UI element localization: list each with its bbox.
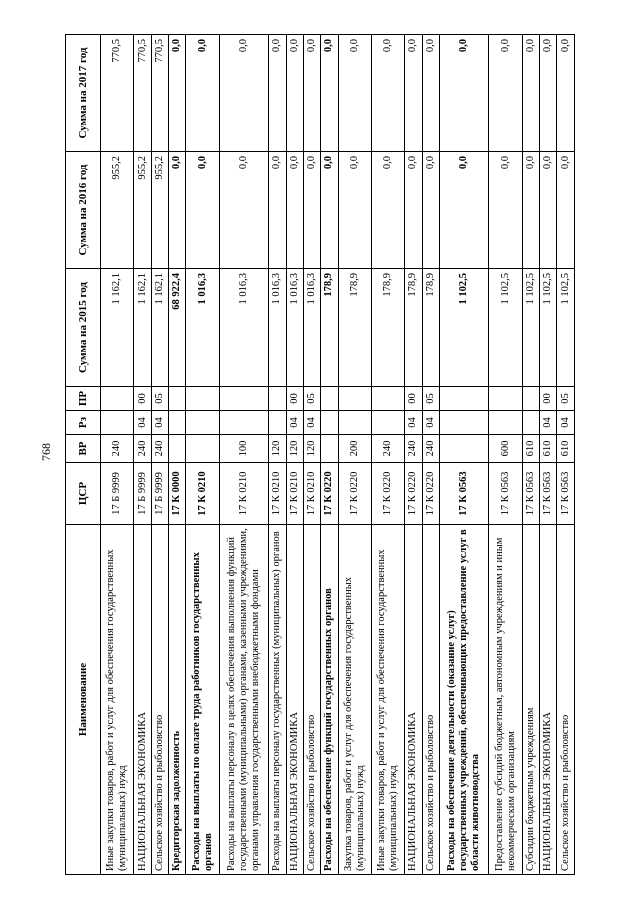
row-sum-2016-cell: 0,0 bbox=[522, 152, 539, 269]
row-sum-2016-cell: 0,0 bbox=[269, 152, 286, 269]
row-sum-2017-cell: 0,0 bbox=[405, 35, 422, 152]
row-rz-cell bbox=[522, 411, 539, 435]
row-rz-cell: 04 bbox=[286, 411, 303, 435]
row-csr-cell: 17 К 0563 bbox=[439, 463, 488, 525]
row-pr-cell: 00 bbox=[540, 387, 557, 411]
row-rz-cell bbox=[321, 411, 338, 435]
table-row bbox=[439, 35, 488, 875]
row-sum-2016-cell: 0,0 bbox=[489, 152, 522, 269]
row-sum-2016-cell: 0,0 bbox=[557, 152, 575, 269]
row-sum-2017-cell: 0,0 bbox=[269, 35, 286, 152]
row-vr-cell: 120 bbox=[303, 435, 320, 463]
row-csr-cell: 17 К 0220 bbox=[321, 463, 338, 525]
header-sum-2016: Сумма на 2016 год bbox=[66, 152, 101, 269]
row-sum-2017-cell: 770,5 bbox=[151, 35, 168, 152]
row-vr-cell: 240 bbox=[371, 435, 404, 463]
row-csr-cell: 17 К 0563 bbox=[489, 463, 522, 525]
row-pr-cell: 00 bbox=[134, 387, 151, 411]
row-sum-2016-cell: 955,2 bbox=[151, 152, 168, 269]
table-row bbox=[269, 35, 286, 875]
row-vr-cell: 120 bbox=[269, 435, 286, 463]
table-row bbox=[489, 35, 522, 875]
row-csr-cell: 17 К 0220 bbox=[422, 463, 439, 525]
row-sum-2015-cell: 1 102,5 bbox=[557, 269, 575, 387]
row-sum-2015-cell: 178,9 bbox=[405, 269, 422, 387]
row-sum-2015-cell: 68 922,4 bbox=[169, 269, 186, 387]
row-csr-cell: 17 Б 9999 bbox=[134, 463, 151, 525]
row-rz-cell: 04 bbox=[134, 411, 151, 435]
row-name-cell: Расходы на выплаты персоналу в целях обеспечения выполнения функций государственными (муниципальными) органами, казенными учреждениями, органами управления государственными внебюджетными фондами bbox=[219, 525, 268, 875]
row-vr-cell: 610 bbox=[557, 435, 575, 463]
row-sum-2017-cell: 0,0 bbox=[169, 35, 186, 152]
row-name-cell: Сельское хозяйство и рыболовство bbox=[303, 525, 320, 875]
table-row bbox=[219, 35, 268, 875]
row-vr-cell bbox=[321, 435, 338, 463]
table-header-row bbox=[66, 35, 101, 875]
row-name-cell: НАЦИОНАЛЬНАЯ ЭКОНОМИКА bbox=[286, 525, 303, 875]
row-name-cell: Кредиторская задолженность bbox=[169, 525, 186, 875]
header-csr: ЦСР bbox=[66, 463, 101, 525]
page-number: 768 bbox=[39, 443, 53, 461]
table-row bbox=[169, 35, 186, 875]
row-rz-cell bbox=[338, 411, 371, 435]
row-csr-cell: 17 Б 9999 bbox=[151, 463, 168, 525]
row-pr-cell bbox=[269, 387, 286, 411]
row-csr-cell: 17 К 0220 bbox=[338, 463, 371, 525]
row-csr-cell: 17 К 0000 bbox=[169, 463, 186, 525]
row-sum-2017-cell: 0,0 bbox=[186, 35, 219, 152]
row-vr-cell: 120 bbox=[286, 435, 303, 463]
row-sum-2016-cell: 0,0 bbox=[540, 152, 557, 269]
row-name-cell: Сельское хозяйство и рыболовство bbox=[151, 525, 168, 875]
row-sum-2016-cell: 0,0 bbox=[321, 152, 338, 269]
row-rz-cell: 04 bbox=[303, 411, 320, 435]
row-sum-2017-cell: 0,0 bbox=[338, 35, 371, 152]
row-sum-2016-cell: 0,0 bbox=[219, 152, 268, 269]
header-sum-2015: Сумма на 2015 год bbox=[66, 269, 101, 387]
row-vr-cell bbox=[186, 435, 219, 463]
row-sum-2015-cell: 1 162,1 bbox=[134, 269, 151, 387]
row-name-cell: Закупка товаров, работ и услуг для обеспечения государственных (муниципальных) нужд bbox=[338, 525, 371, 875]
row-sum-2017-cell: 0,0 bbox=[303, 35, 320, 152]
table-row bbox=[134, 35, 151, 875]
row-csr-cell: 17 К 0210 bbox=[269, 463, 286, 525]
row-name-cell: Сельское хозяйство и рыболовство bbox=[422, 525, 439, 875]
row-vr-cell: 240 bbox=[405, 435, 422, 463]
budget-table bbox=[65, 34, 575, 875]
row-rz-cell bbox=[439, 411, 488, 435]
row-sum-2016-cell: 0,0 bbox=[186, 152, 219, 269]
row-pr-cell: 00 bbox=[405, 387, 422, 411]
row-sum-2016-cell: 0,0 bbox=[286, 152, 303, 269]
table-row bbox=[186, 35, 219, 875]
row-sum-2016-cell: 955,2 bbox=[101, 152, 134, 269]
row-name-cell: Иные закупки товаров, работ и услуг для обеспечения государственных (муниципальных) нужд bbox=[101, 525, 134, 875]
row-sum-2015-cell: 1 102,5 bbox=[489, 269, 522, 387]
row-name-cell: НАЦИОНАЛЬНАЯ ЭКОНОМИКА bbox=[540, 525, 557, 875]
row-pr-cell bbox=[321, 387, 338, 411]
row-csr-cell: 17 К 0563 bbox=[522, 463, 539, 525]
row-vr-cell: 240 bbox=[151, 435, 168, 463]
row-sum-2015-cell: 178,9 bbox=[321, 269, 338, 387]
row-rz-cell bbox=[269, 411, 286, 435]
row-sum-2015-cell: 178,9 bbox=[422, 269, 439, 387]
row-pr-cell: 05 bbox=[303, 387, 320, 411]
row-sum-2015-cell: 178,9 bbox=[371, 269, 404, 387]
row-vr-cell: 610 bbox=[522, 435, 539, 463]
row-pr-cell bbox=[338, 387, 371, 411]
row-sum-2015-cell: 1 016,3 bbox=[219, 269, 268, 387]
row-name-cell: НАЦИОНАЛЬНАЯ ЭКОНОМИКА bbox=[134, 525, 151, 875]
row-sum-2017-cell: 0,0 bbox=[489, 35, 522, 152]
row-pr-cell bbox=[219, 387, 268, 411]
row-sum-2015-cell: 178,9 bbox=[338, 269, 371, 387]
row-csr-cell: 17 К 0563 bbox=[540, 463, 557, 525]
row-vr-cell bbox=[169, 435, 186, 463]
table-row bbox=[522, 35, 539, 875]
row-sum-2015-cell: 1 102,5 bbox=[522, 269, 539, 387]
row-vr-cell: 200 bbox=[338, 435, 371, 463]
row-sum-2015-cell: 1 162,1 bbox=[101, 269, 134, 387]
header-name: Наименование bbox=[66, 525, 101, 875]
header-sum-2017: Сумма на 2017 год bbox=[66, 35, 101, 152]
row-sum-2017-cell: 0,0 bbox=[439, 35, 488, 152]
row-sum-2017-cell: 0,0 bbox=[321, 35, 338, 152]
row-csr-cell: 17 К 0220 bbox=[371, 463, 404, 525]
row-sum-2017-cell: 770,5 bbox=[134, 35, 151, 152]
row-vr-cell: 100 bbox=[219, 435, 268, 463]
row-sum-2015-cell: 1 102,5 bbox=[540, 269, 557, 387]
row-sum-2016-cell: 0,0 bbox=[439, 152, 488, 269]
row-vr-cell: 610 bbox=[540, 435, 557, 463]
row-sum-2015-cell: 1 016,3 bbox=[303, 269, 320, 387]
rotated-table-wrapper bbox=[65, 35, 575, 875]
table-row bbox=[321, 35, 338, 875]
row-sum-2016-cell: 0,0 bbox=[303, 152, 320, 269]
row-csr-cell: 17 К 0220 bbox=[405, 463, 422, 525]
row-csr-cell: 17 К 0210 bbox=[303, 463, 320, 525]
row-sum-2016-cell: 0,0 bbox=[422, 152, 439, 269]
row-csr-cell: 17 К 0210 bbox=[286, 463, 303, 525]
table-row bbox=[101, 35, 134, 875]
row-sum-2017-cell: 770,5 bbox=[101, 35, 134, 152]
row-pr-cell bbox=[522, 387, 539, 411]
row-csr-cell: 17 К 0210 bbox=[186, 463, 219, 525]
row-rz-cell bbox=[489, 411, 522, 435]
row-pr-cell bbox=[169, 387, 186, 411]
table-row bbox=[338, 35, 371, 875]
header-vr: ВР bbox=[66, 435, 101, 463]
row-pr-cell bbox=[371, 387, 404, 411]
row-sum-2017-cell: 0,0 bbox=[219, 35, 268, 152]
row-name-cell: Субсидии бюджетным учреждениям bbox=[522, 525, 539, 875]
row-csr-cell: 17 Б 9999 bbox=[101, 463, 134, 525]
row-pr-cell bbox=[101, 387, 134, 411]
row-rz-cell bbox=[219, 411, 268, 435]
table-row bbox=[557, 35, 575, 875]
row-sum-2015-cell: 1 016,3 bbox=[269, 269, 286, 387]
table-row bbox=[371, 35, 404, 875]
row-sum-2017-cell: 0,0 bbox=[286, 35, 303, 152]
row-sum-2015-cell: 1 016,3 bbox=[286, 269, 303, 387]
row-sum-2017-cell: 0,0 bbox=[371, 35, 404, 152]
row-vr-cell: 240 bbox=[134, 435, 151, 463]
row-rz-cell bbox=[371, 411, 404, 435]
row-rz-cell: 04 bbox=[540, 411, 557, 435]
row-name-cell: Расходы на обеспечение функций государственных органов bbox=[321, 525, 338, 875]
row-sum-2016-cell: 0,0 bbox=[338, 152, 371, 269]
row-pr-cell bbox=[186, 387, 219, 411]
row-pr-cell bbox=[439, 387, 488, 411]
table-row bbox=[540, 35, 557, 875]
header-pr: ПР bbox=[66, 387, 101, 411]
row-rz-cell: 04 bbox=[422, 411, 439, 435]
table-row bbox=[405, 35, 422, 875]
row-rz-cell bbox=[169, 411, 186, 435]
row-sum-2017-cell: 0,0 bbox=[522, 35, 539, 152]
row-sum-2016-cell: 0,0 bbox=[371, 152, 404, 269]
row-vr-cell bbox=[439, 435, 488, 463]
row-vr-cell: 240 bbox=[422, 435, 439, 463]
row-pr-cell bbox=[489, 387, 522, 411]
table-row bbox=[303, 35, 320, 875]
row-sum-2015-cell: 1 102,5 bbox=[439, 269, 488, 387]
row-sum-2017-cell: 0,0 bbox=[540, 35, 557, 152]
row-name-cell: Иные закупки товаров, работ и услуг для обеспечения государственных (муниципальных) нужд bbox=[371, 525, 404, 875]
row-sum-2015-cell: 1 016,3 bbox=[186, 269, 219, 387]
row-sum-2016-cell: 0,0 bbox=[169, 152, 186, 269]
row-csr-cell: 17 К 0563 bbox=[557, 463, 575, 525]
row-name-cell: Расходы на выплаты персоналу государственных (муниципальных) органов bbox=[269, 525, 286, 875]
row-name-cell: Предоставление субсидий бюджетным, автономным учреждениям и иным некоммерческим организациям bbox=[489, 525, 522, 875]
row-sum-2016-cell: 955,2 bbox=[134, 152, 151, 269]
row-rz-cell: 04 bbox=[557, 411, 575, 435]
row-name-cell: НАЦИОНАЛЬНАЯ ЭКОНОМИКА bbox=[405, 525, 422, 875]
row-vr-cell: 600 bbox=[489, 435, 522, 463]
row-sum-2016-cell: 0,0 bbox=[405, 152, 422, 269]
row-rz-cell: 04 bbox=[151, 411, 168, 435]
row-pr-cell: 00 bbox=[286, 387, 303, 411]
table-body bbox=[101, 35, 575, 875]
row-vr-cell: 240 bbox=[101, 435, 134, 463]
row-rz-cell: 04 bbox=[405, 411, 422, 435]
row-name-cell: Расходы на выплаты по оплате труда работников государственных органов bbox=[186, 525, 219, 875]
table-row bbox=[422, 35, 439, 875]
row-pr-cell: 05 bbox=[557, 387, 575, 411]
row-pr-cell: 05 bbox=[422, 387, 439, 411]
row-rz-cell bbox=[186, 411, 219, 435]
table-row bbox=[286, 35, 303, 875]
row-rz-cell bbox=[101, 411, 134, 435]
row-name-cell: Расходы на обеспечение деятельности (оказание услуг) государственных учреждений, обеспечивающих предоставление услуг в области животноводства bbox=[439, 525, 488, 875]
header-rz: Рз bbox=[66, 411, 101, 435]
row-csr-cell: 17 К 0210 bbox=[219, 463, 268, 525]
table-row bbox=[151, 35, 168, 875]
row-sum-2015-cell: 1 162,1 bbox=[151, 269, 168, 387]
row-sum-2017-cell: 0,0 bbox=[557, 35, 575, 152]
row-sum-2017-cell: 0,0 bbox=[422, 35, 439, 152]
row-name-cell: Сельское хозяйство и рыболовство bbox=[557, 525, 575, 875]
row-pr-cell: 05 bbox=[151, 387, 168, 411]
